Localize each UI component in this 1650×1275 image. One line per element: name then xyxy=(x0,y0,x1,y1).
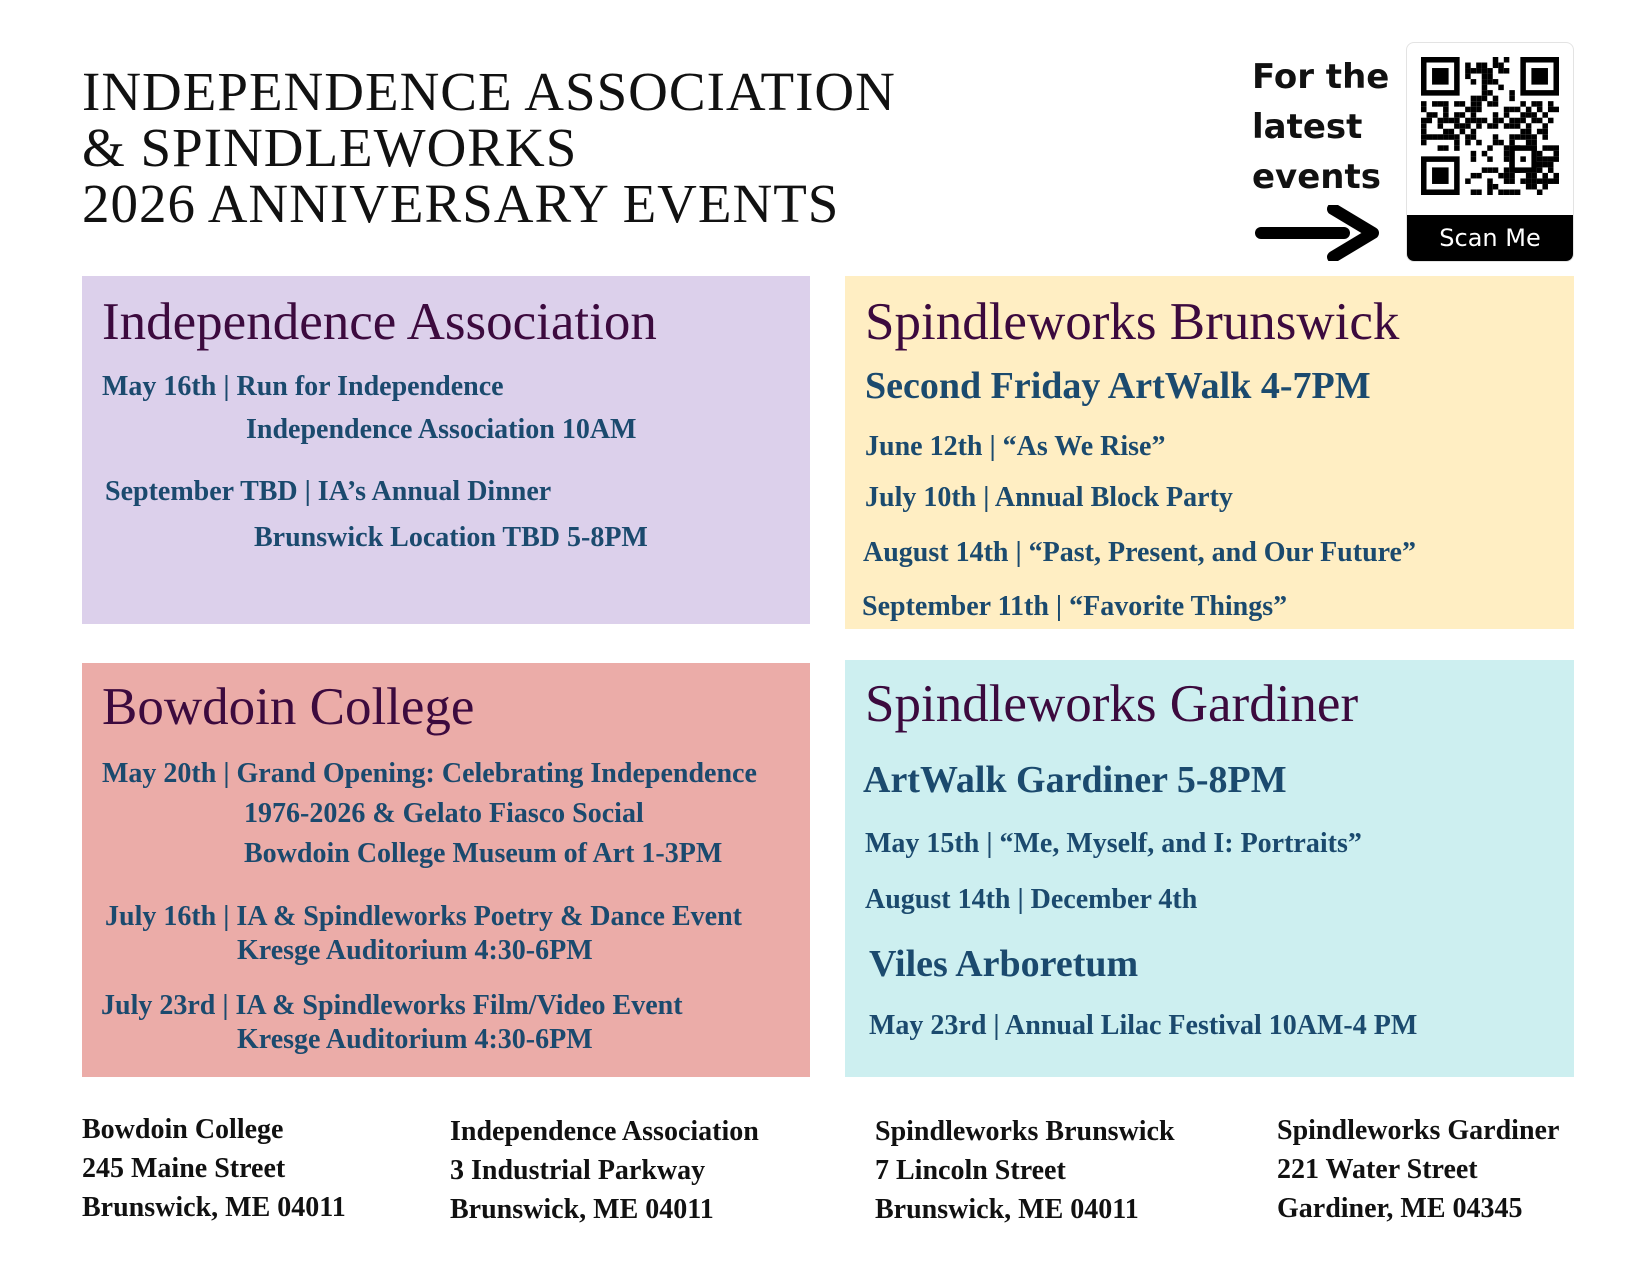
address-street: 7 Lincoln Street xyxy=(875,1155,1066,1186)
event-detail: Kresge Auditorium 4:30-6PM xyxy=(237,935,593,966)
address-city: Brunswick, ME 04011 xyxy=(82,1192,346,1223)
panel-subtitle: Second Friday ArtWalk 4-7PM xyxy=(865,365,1371,407)
event-line: May 15th | “Me, Myself, and I: Portraits” xyxy=(865,828,1362,859)
event-line: July 16th | IA & Spindleworks Poetry & Dance Event xyxy=(105,901,742,932)
address-bowdoin-college xyxy=(82,1110,346,1227)
event-line: September TBD | IA’s Annual Dinner xyxy=(105,476,552,507)
address-spindleworks-brunswick xyxy=(875,1112,1175,1229)
arrow-right-icon xyxy=(1255,205,1380,261)
event-line: August 14th | December 4th xyxy=(865,884,1198,915)
event-detail: 1976-2026 & Gelato Fiasco Social xyxy=(244,798,644,829)
panel-title: Independence Association xyxy=(102,293,657,351)
address-street: 3 Industrial Parkway xyxy=(450,1155,706,1186)
qr-code-card[interactable] xyxy=(1406,42,1574,262)
panel-bowdoin-college xyxy=(82,663,810,1077)
event-detail: Independence Association 10AM xyxy=(246,414,637,445)
title-line: INDEPENDENCE ASSOCIATION xyxy=(82,61,896,122)
address-city: Gardiner, ME 04345 xyxy=(1277,1193,1523,1224)
panel-title: Spindleworks Gardiner xyxy=(865,675,1359,733)
panel-title: Spindleworks Brunswick xyxy=(865,293,1400,351)
address-city: Brunswick, ME 04011 xyxy=(450,1194,714,1225)
event-line: June 12th | “As We Rise” xyxy=(865,431,1166,462)
event-line: May 23rd | Annual Lilac Festival 10AM-4 PM xyxy=(869,1010,1418,1041)
event-line: September 11th | “Favorite Things” xyxy=(862,591,1288,622)
panel-title: Bowdoin College xyxy=(102,678,475,736)
panel-independence-association xyxy=(82,276,810,624)
latest-line: events xyxy=(1252,157,1381,197)
scan-me-label: Scan Me xyxy=(1407,215,1573,261)
latest-events-callout xyxy=(1252,52,1389,202)
event-detail: Brunswick Location TBD 5-8PM xyxy=(254,522,648,553)
event-line: August 14th | “Past, Present, and Our Future” xyxy=(863,537,1416,568)
address-name: Independence Association xyxy=(450,1116,759,1147)
event-line: May 16th | Run for Independence xyxy=(102,371,504,402)
panel-spindleworks-gardiner xyxy=(845,660,1574,1077)
address-name: Bowdoin College xyxy=(82,1114,284,1145)
panel-spindleworks-brunswick xyxy=(845,276,1574,629)
title-line: & SPINDLEWORKS xyxy=(82,117,578,178)
latest-line: latest xyxy=(1252,107,1363,147)
event-line: July 10th | Annual Block Party xyxy=(865,482,1233,513)
address-city: Brunswick, ME 04011 xyxy=(875,1194,1139,1225)
event-line: May 20th | Grand Opening: Celebrating Independence xyxy=(102,758,757,789)
event-detail: Bowdoin College Museum of Art 1-3PM xyxy=(244,838,723,869)
panel-subtitle: Viles Arboretum xyxy=(869,943,1139,985)
address-street: 221 Water Street xyxy=(1277,1154,1478,1185)
event-line: July 23rd | IA & Spindleworks Film/Video Event xyxy=(101,990,683,1021)
address-street: 245 Maine Street xyxy=(82,1153,286,1184)
address-spindleworks-gardiner xyxy=(1277,1111,1559,1228)
qr-code-icon[interactable] xyxy=(1421,57,1559,195)
address-name: Spindleworks Brunswick xyxy=(875,1116,1175,1147)
panel-subtitle: ArtWalk Gardiner 5-8PM xyxy=(863,759,1287,801)
address-name: Spindleworks Gardiner xyxy=(1277,1115,1560,1146)
address-independence-association xyxy=(450,1112,759,1229)
latest-line: For the xyxy=(1252,57,1390,97)
title-line: 2026 ANNIVERSARY EVENTS xyxy=(82,173,840,234)
page-title xyxy=(82,61,896,234)
event-detail: Kresge Auditorium 4:30-6PM xyxy=(237,1024,593,1055)
